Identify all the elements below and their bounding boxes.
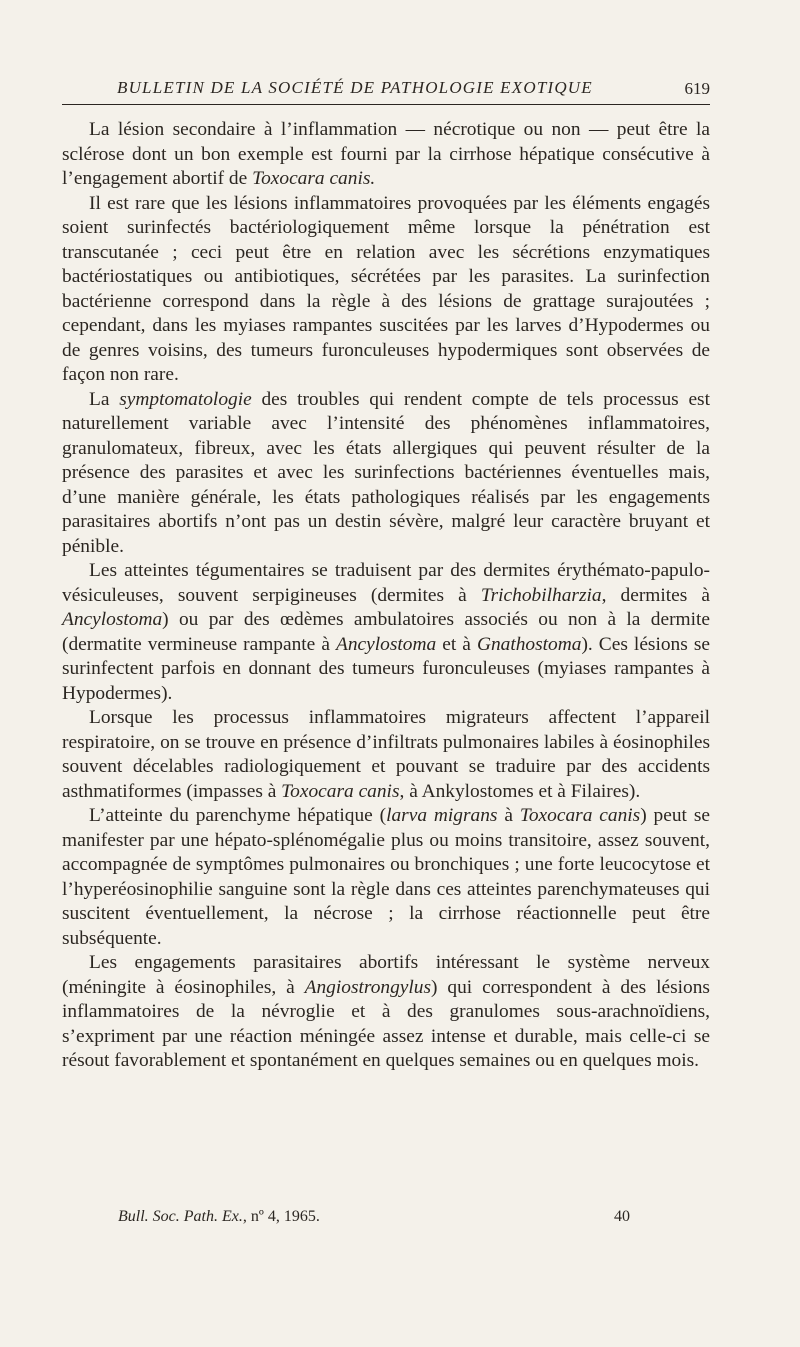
text-run: La (89, 388, 120, 410)
page-number: 619 (684, 79, 710, 98)
text-run: ) peut se manifester par une hépato-splénomégalie plus ou moins transitoire, assez souvent, accompagnée de symptômes pulmonaires ou bronchiques ; une forte leucocytose et l’hyperéosinophilie sanguine sont la règle dans ces atteintes parenchymateuses qui suscitent éventuellement, la nécrose ; la cirrhose réactionnelle peut être subséquente. (62, 805, 710, 949)
italic-term: Toxocara canis. (252, 168, 376, 189)
text-run: , à Ankylostomes et à Filaires). (399, 780, 641, 802)
issue-info: , nº 4, 1965. (242, 1208, 320, 1225)
paragraph (62, 192, 710, 388)
text-run: L’atteinte du parenchyme hépatique ( (89, 805, 387, 826)
text-run: ) ou par des œdèmes ambulatoires associés ou non à la dermite (dermatite vermineuse rampante à (62, 609, 710, 655)
italic-term: larva migrans (386, 805, 498, 826)
italic-term: Toxocara canis (281, 780, 400, 802)
text-run: La lésion secondaire à l’inflammation — nécrotique ou non — peut être la sclérose dont un bon exemple est fourni par la cirrhose hépatique consécutive à l’engagement abortif de (62, 119, 710, 189)
text-run: , dermites à (601, 584, 710, 606)
article-body (62, 118, 710, 1074)
text-run: Lorsque les processus inflammatoires migrateurs affectent l’appareil respiratoire, on se trouve en présence d’infiltrats pulmonaires labiles à éosinophiles souvent décelables radiologiquement et pouvant se traduire par des accidents asthmatiformes (impasses à (62, 707, 710, 802)
running-header (62, 76, 710, 105)
italic-term: Angiostrongylus (304, 976, 432, 998)
italic-term: Ancylostoma (336, 633, 437, 655)
text-run: des troubles qui rendent compte de tels processus est naturellement variable avec l’intensité des phénomènes inflammatoires, granulomateux, fibreux, avec les états allergiques qui peuvent résulter de la présence des parasites et avec les surinfections bactériennes éventuelles mais, d’une manière générale, les états pathologiques réalisés par les engagements parasitaires abortifs n’ont pas un destin sévère, malgré leur caractère bruyant et pénible. (62, 388, 710, 557)
paragraph (62, 951, 710, 1074)
italic-term: Ancylostoma (62, 609, 163, 630)
paragraph (62, 706, 710, 804)
paragraph (62, 388, 710, 560)
paragraph (62, 118, 710, 192)
italic-term: Trichobilharzia (480, 584, 602, 606)
text-run: ) qui correspondent à des lésions inflammatoires de la névroglie et à des granulomes sous-arachnoïdiens, s’expriment par une réaction méningée assez intense et durable, mais celle-ci se résout favorablement et spontanément en quelques semaines ou en quelques mois. (62, 976, 710, 1071)
text-run: à (497, 805, 520, 826)
text-run: Il est rare que les lésions inflammatoires provoquées par les éléments engagés soient surinfectés bactériologiquement même lorsque la pénétration est transcutanée ; ceci peut être en relation avec les sécrétions enzymatiques bactériostatiques ou antibiotiques, sécrétées par les parasites. La surinfection bactérienne correspond dans la règle à des lésions de grattage surajoutées ; cependant, dans les myiases rampantes suscitées par les larves d’Hypodermes ou de genres voisins, des tumeurs furonculeuses hypodermiques sont observées de façon non rare. (62, 192, 710, 385)
italic-term: Toxocara canis (519, 805, 641, 826)
signature-mark: 40 (614, 1208, 630, 1225)
journal-title: BULLETIN DE LA SOCIÉTÉ DE PATHOLOGIE EXOTIQUE (117, 78, 593, 97)
text-run: Les engagements parasitaires abortifs intéressant le système nerveux (méningite à éosinophiles, à (62, 952, 710, 998)
text-run: et à (436, 633, 477, 655)
text-run: ). Ces lésions se surinfectent parfois en donnant des tumeurs furonculeuses (myiases rampantes à Hypodermes). (62, 633, 710, 704)
italic-term: symptomatologie (119, 388, 252, 410)
italic-term: Gnathostoma (476, 633, 582, 655)
journal-abbrev: Bull. Soc. Path. Ex. (118, 1208, 243, 1225)
paragraph (62, 804, 710, 951)
text-run: Les atteintes tégumentaires se traduisent par des dermites érythémato-papulo-vésiculeuses, souvent serpigineuses (dermites à (62, 560, 710, 606)
citation-ref (118, 1208, 320, 1226)
paragraph (62, 559, 710, 706)
